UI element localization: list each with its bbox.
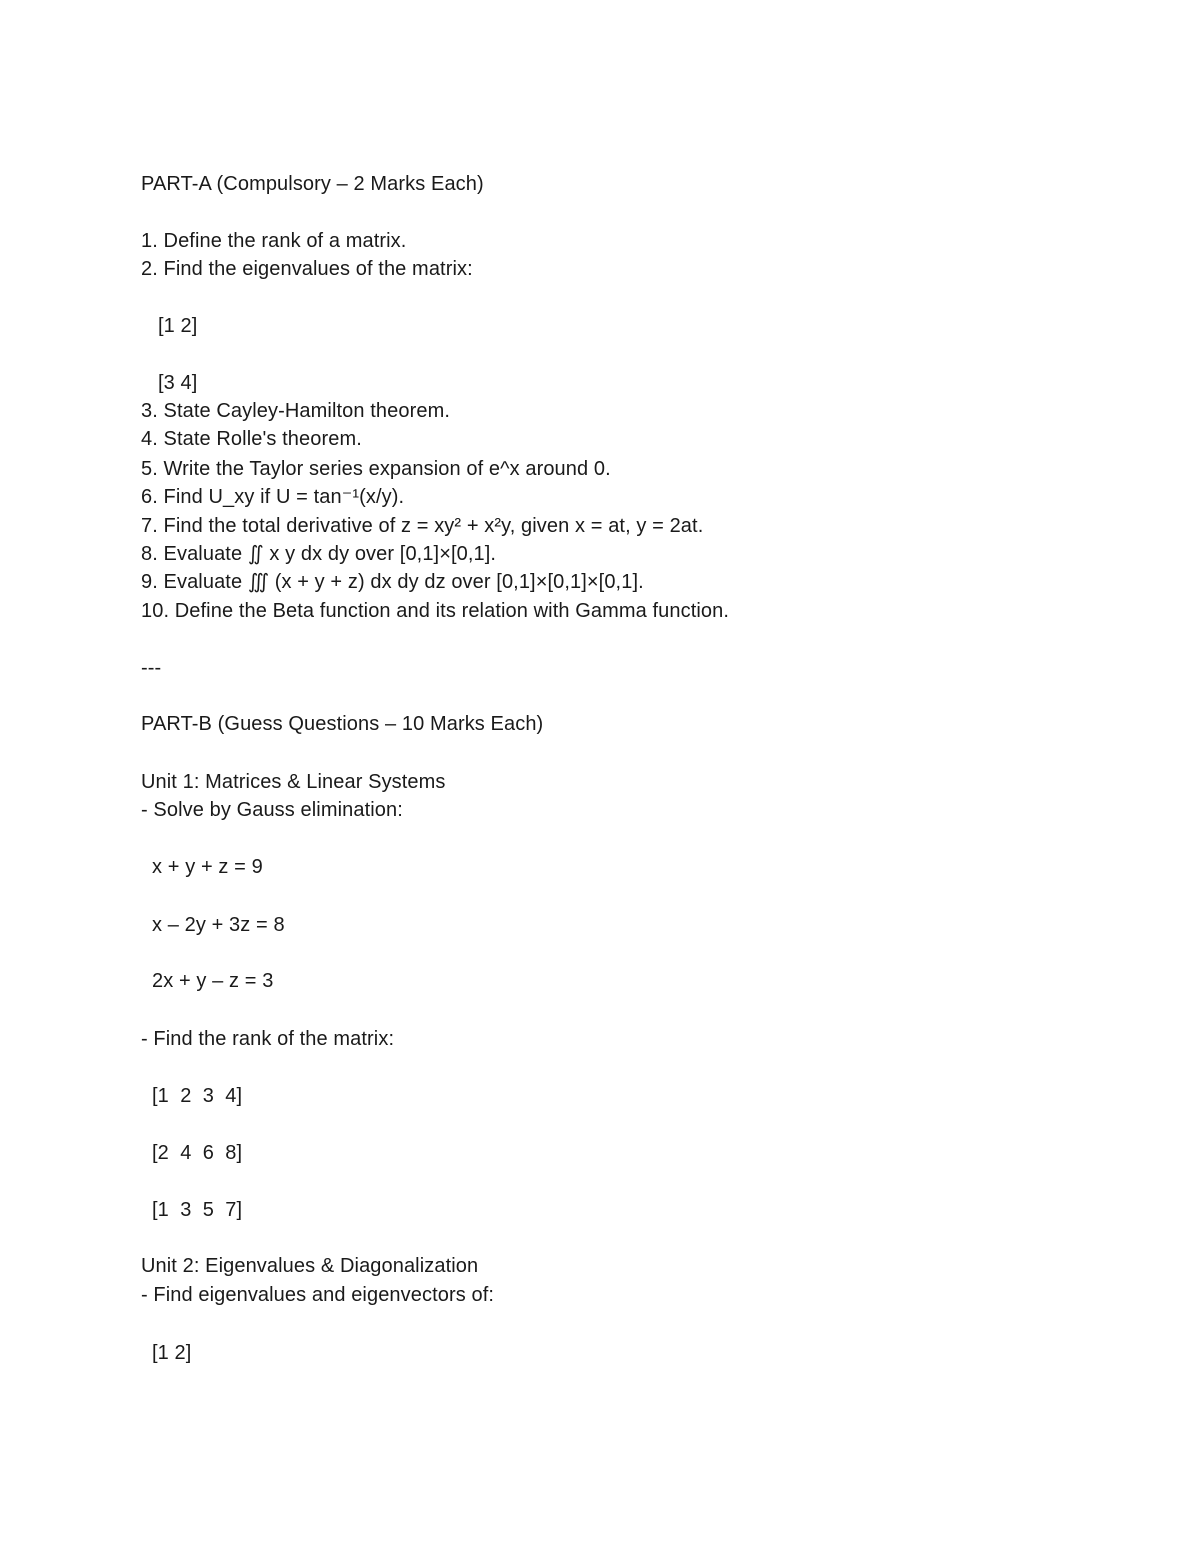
equation-3: 2x + y – z = 3 (152, 970, 274, 992)
rank-matrix-row-2: [2 4 6 8] (152, 1142, 243, 1164)
unit-1-item-1: - Solve by Gauss elimination: (141, 799, 403, 821)
question-3: 3. State Cayley-Hamilton theorem. (141, 400, 450, 422)
question-5: 5. Write the Taylor series expansion of e^x around 0. (141, 458, 611, 480)
question-1: 1. Define the rank of a matrix. (141, 230, 407, 252)
question-7: 7. Find the total derivative of z = xy² + x²y, given x = at, y = 2at. (141, 515, 704, 537)
rank-matrix-row-3: [1 3 5 7] (152, 1199, 243, 1221)
equation-2: x – 2y + 3z = 8 (152, 914, 285, 936)
question-10: 10. Define the Beta function and its relation with Gamma function. (141, 600, 730, 622)
equation-1: x + y + z = 9 (152, 856, 263, 878)
question-6: 6. Find U_xy if U = tan⁻¹(x/y). (141, 486, 405, 508)
question-4: 4. State Rolle's theorem. (141, 428, 362, 450)
unit-1-title: Unit 1: Matrices & Linear Systems (141, 771, 446, 793)
unit-2-item-1: - Find eigenvalues and eigenvectors of: (141, 1284, 495, 1306)
section-separator: --- (141, 657, 162, 679)
matrix-row-2: [3 4] (158, 372, 198, 394)
question-2: 2. Find the eigenvalues of the matrix: (141, 258, 473, 280)
rank-matrix-row-1: [1 2 3 4] (152, 1085, 243, 1107)
question-8: 8. Evaluate ∬ x y dx dy over [0,1]×[0,1]. (141, 543, 497, 565)
unit-1-item-2: - Find the rank of the matrix: (141, 1028, 395, 1050)
eigen-matrix-row-1: [1 2] (152, 1342, 192, 1364)
matrix-row-1: [1 2] (158, 315, 198, 337)
part-b-heading: PART-B (Guess Questions – 10 Marks Each) (141, 713, 544, 735)
unit-2-title: Unit 2: Eigenvalues & Diagonalization (141, 1255, 479, 1277)
part-a-heading: PART-A (Compulsory – 2 Marks Each) (141, 173, 484, 195)
question-9: 9. Evaluate ∭ (x + y + z) dx dy dz over [0,1]×[0,1]×[0,1]. (141, 571, 644, 593)
